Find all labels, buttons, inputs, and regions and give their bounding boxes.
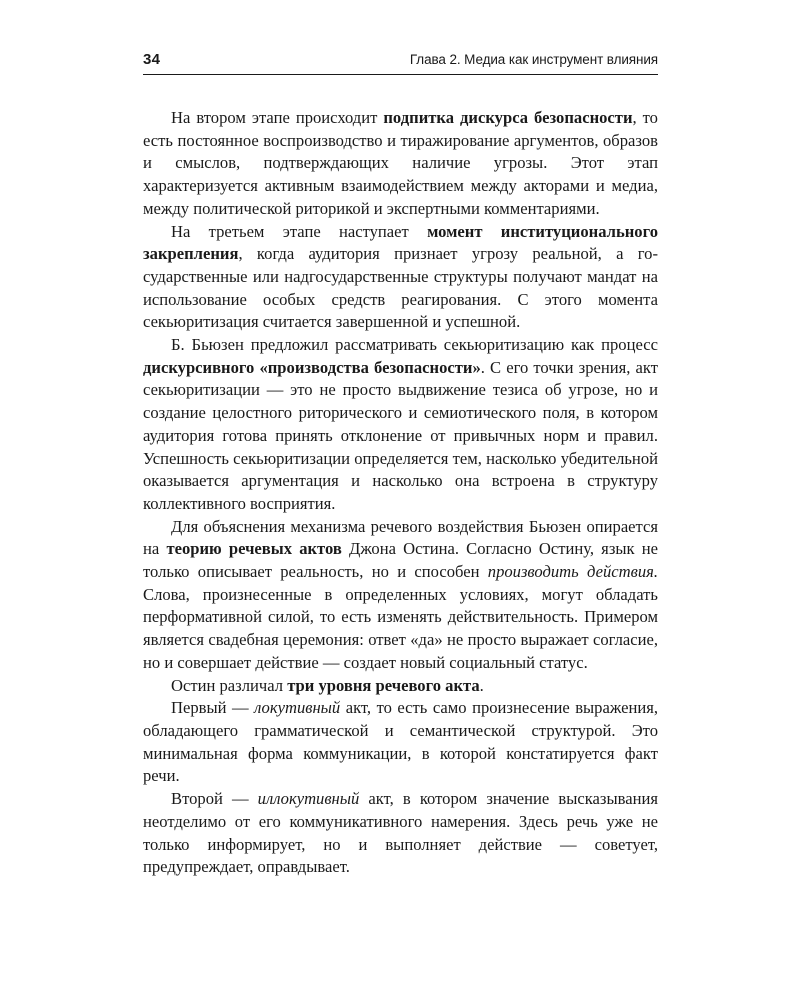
- body-text: [143, 107, 658, 879]
- text-run: Б. Бьюзен предложил рассматривать секьюритизацию как процесс: [171, 335, 658, 355]
- bold-term: подпитка дискурса безопасности: [383, 108, 633, 127]
- italic-term: локутивный: [254, 698, 341, 718]
- text-run: Слова, произнесенные в определенных условиях, могут обладать перформативной силой, то есть изменять действительность. Примером является свадебная церемония: ответ «да» не просто выражает согласие, но и совершает действие — создает новый социальный статус.: [143, 584, 658, 672]
- text-run: На втором этапе происходит: [171, 108, 384, 127]
- text-run: . С его точки зрения, акт секьюритизации — это не просто выдвижение тезиса об угрозе, но и создание целостного риторического и семиотического поля, в котором аудитория готова принять отклонение от привычных норм и правил. Успешность секьюритизации определяется тем, насколько убедительной оказывается аргументация и насколько она встроена в структуру коллективного восприятия.: [143, 357, 658, 513]
- italic-term: иллокутивный: [257, 789, 360, 809]
- italic-term: производить действия.: [487, 562, 658, 582]
- bold-term: дискурсивного «производства безопасности»: [143, 357, 481, 377]
- paragraph-stage-three: [143, 221, 658, 335]
- paragraph-three-levels: [143, 675, 658, 698]
- paragraph-illocutionary: [143, 788, 658, 879]
- chapter-title: Глава 2. Медиа как инструмент влияния: [409, 52, 658, 67]
- bold-term: теорию речевых актов: [166, 539, 342, 559]
- running-header: [143, 46, 658, 75]
- text-run: Джона Остина. Согласно Остину, язык не только описывает реальность, но и способен: [143, 539, 659, 582]
- text-run: .: [479, 675, 484, 695]
- page-number: 34: [143, 51, 161, 68]
- text-run: Для объяснения механизма речевого воздействия Бьюзен опирается на: [143, 516, 658, 559]
- text-run: акт, то есть само произнесение выражения, обладающего грамматической и семантической структурой. Это минимальная форма коммуникации, в которой констатируется факт речи.: [143, 698, 658, 786]
- paragraph-stage-two: [143, 107, 658, 221]
- paragraph-speech-acts: [143, 516, 658, 675]
- bold-term: три уровня речевого акта: [287, 675, 480, 695]
- text-run: Первый —: [171, 698, 255, 718]
- paragraph-buzan: [143, 334, 658, 516]
- paragraph-locutionary: [143, 697, 658, 788]
- bold-term: момент институционального закрепления: [143, 221, 659, 264]
- text-run: акт, в котором значение высказывания неотделимо от его коммуникативного намерения. Здесь речь уже не только информирует, но и выполняет действие — советует, предупреждает, оправдывает.: [143, 789, 658, 877]
- text-run: , когда аудитория признает угрозу реальной, а государственные или надгосударственные структуры получают мандат на использование особых средств реагирования. С этого момента секьюритизация считается завершенной и успешной.: [143, 244, 658, 332]
- text-run: На третьем этапе наступает: [171, 221, 428, 241]
- text-run: , то есть постоянное воспроизводство и тиражирование аргументов, образов и смыслов, подтверждающих наличие угрозы. Этот этап характеризуется активным взаимодействием между акторами и медиа, между политической риторикой и экспертными комментариями.: [143, 108, 658, 218]
- text-run: Остин различал: [171, 675, 288, 695]
- text-run: Второй —: [171, 789, 258, 809]
